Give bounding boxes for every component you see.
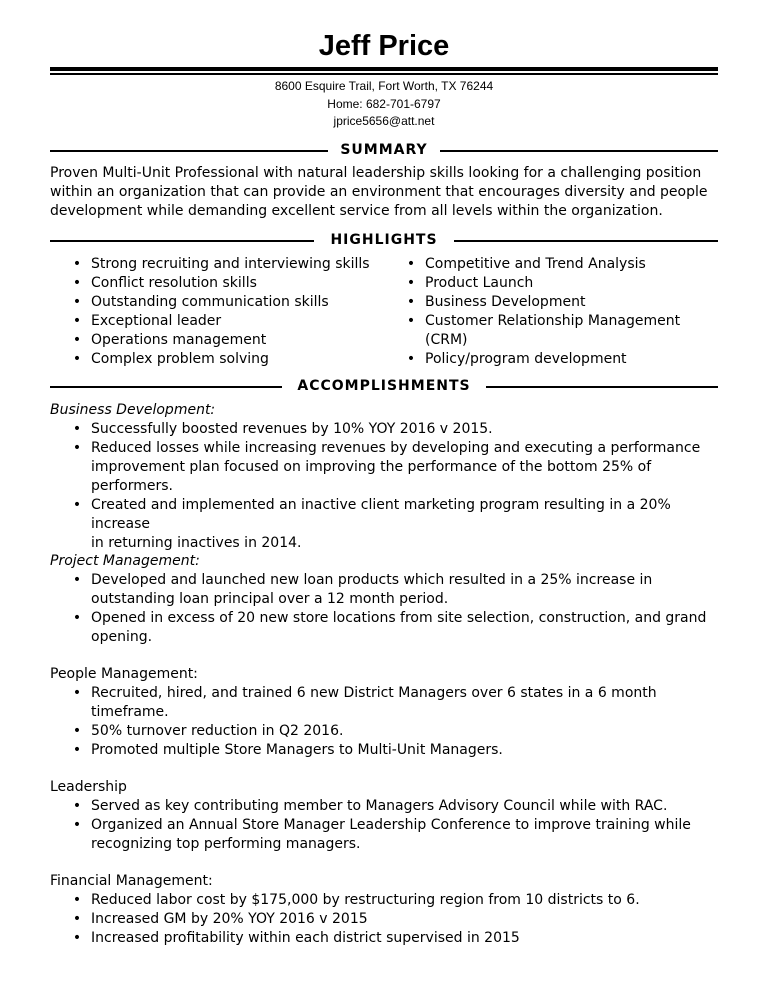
bullet-icon: •	[72, 313, 82, 329]
category-business-development: Business Development:	[50, 402, 216, 418]
list-item: • Served as key contributing member to Managers Advisory Council while with RAC.	[72, 798, 668, 814]
list-item: • Recruited, hired, and trained 6 new District Managers over 6 states in a 6 month timeframe.	[72, 685, 657, 720]
list-item: • Customer Relationship Management (CRM)	[406, 313, 681, 348]
project-management-list	[72, 571, 731, 647]
list-item: • Increased profitability within each district supervised in 2015	[72, 930, 520, 946]
highlights-left-list	[72, 255, 381, 369]
people-management-list	[72, 684, 731, 760]
category-project-management: Project Management:	[50, 553, 200, 569]
list-item: • Policy/program development	[406, 351, 627, 367]
business-development-list	[72, 420, 731, 553]
bullet-icon: •	[72, 440, 82, 456]
highlights-heading-label: HIGHLIGHTS	[330, 232, 438, 248]
list-item: • 50% turnover reduction in Q2 2016.	[72, 723, 344, 739]
category-leadership: Leadership	[50, 779, 127, 795]
header-rule-thick	[50, 67, 718, 71]
list-item: • Competitive and Trend Analysis	[406, 256, 646, 272]
list-item: • Opened in excess of 20 new store locations from site selection, construction, and grand opening.	[72, 610, 707, 645]
bullet-icon: •	[72, 892, 82, 908]
bullet-icon: •	[72, 332, 82, 348]
bullet-icon: •	[72, 798, 82, 814]
list-item: • Outstanding communication skills	[72, 294, 329, 310]
bullet-icon: •	[406, 275, 416, 291]
bullet-icon: •	[72, 421, 82, 437]
candidate-name: Jeff Price	[318, 30, 450, 62]
bullet-icon: •	[406, 256, 416, 272]
contact-address: 8600 Esquire Trail, Fort Worth, TX 76244	[274, 79, 494, 93]
bullet-icon: •	[72, 572, 82, 588]
list-item: • Operations management	[72, 332, 267, 348]
bullet-icon: •	[72, 275, 82, 291]
summary-heading-label: SUMMARY	[340, 142, 428, 158]
bullet-icon: •	[72, 930, 82, 946]
summary-heading	[50, 140, 718, 160]
summary-text	[50, 164, 722, 221]
list-item: • Reduced losses while increasing revenues by developing and executing a performance improvement plan focused on improving the performance of the bottom 25% of performers.	[72, 440, 701, 494]
bullet-icon: •	[406, 351, 416, 367]
header-rule-thin	[50, 73, 718, 75]
bullet-icon: •	[72, 497, 82, 513]
list-item: • Conflict resolution skills	[72, 275, 257, 291]
bullet-icon: •	[72, 351, 82, 367]
bullet-icon: •	[72, 610, 82, 626]
list-item: • Created and implemented an inactive client marketing program resulting in a 20% increase in returning inactives in 2014.	[72, 497, 671, 551]
list-item: • Reduced labor cost by $175,000 by restructuring region from 10 districts to 6.	[72, 892, 640, 908]
bullet-icon: •	[72, 817, 82, 833]
bullet-icon: •	[72, 911, 82, 927]
bullet-icon: •	[406, 294, 416, 310]
category-people-management: People Management:	[50, 666, 198, 682]
list-item: • Organized an Annual Store Manager Leadership Conference to improve training while recognizing top performing managers.	[72, 817, 691, 852]
leadership-list	[72, 797, 731, 854]
highlights-right-list	[406, 255, 725, 369]
summary-line: within an organization that can provide an environment that encourages diversity and people	[50, 184, 708, 200]
list-item: • Strong recruiting and interviewing skills	[72, 256, 370, 272]
accomplishments-heading	[50, 376, 718, 396]
list-item: • Exceptional leader	[72, 313, 222, 329]
list-item: • Successfully boosted revenues by 10% YOY 2016 v 2015.	[72, 421, 493, 437]
category-financial-management: Financial Management:	[50, 873, 213, 889]
list-item: • Business Development	[406, 294, 586, 310]
contact-phone: Home: 682-701-6797	[327, 97, 441, 111]
bullet-icon: •	[72, 685, 82, 701]
bullet-icon: •	[72, 294, 82, 310]
summary-line: development while demanding excellent service from all levels within the organization.	[50, 203, 663, 219]
contact-email: jprice5656@att.net	[333, 114, 435, 128]
bullet-icon: •	[406, 313, 416, 329]
highlights-heading	[50, 230, 718, 250]
list-item: • Increased GM by 20% YOY 2016 v 2015	[72, 911, 368, 927]
bullet-icon: •	[72, 256, 82, 272]
accomplishments-heading-label: ACCOMPLISHMENTS	[297, 378, 471, 394]
list-item: • Product Launch	[406, 275, 534, 291]
financial-management-list	[72, 891, 731, 948]
bullet-icon: •	[72, 723, 82, 739]
list-item: • Developed and launched new loan products which resulted in a 25% increase in outstanding loan principal over a 12 month period.	[72, 572, 653, 607]
list-item: • Complex problem solving	[72, 351, 269, 367]
list-item: • Promoted multiple Store Managers to Multi-Unit Managers.	[72, 742, 503, 758]
bullet-icon: •	[72, 742, 82, 758]
summary-line: Proven Multi-Unit Professional with natural leadership skills looking for a challenging position	[50, 165, 702, 181]
